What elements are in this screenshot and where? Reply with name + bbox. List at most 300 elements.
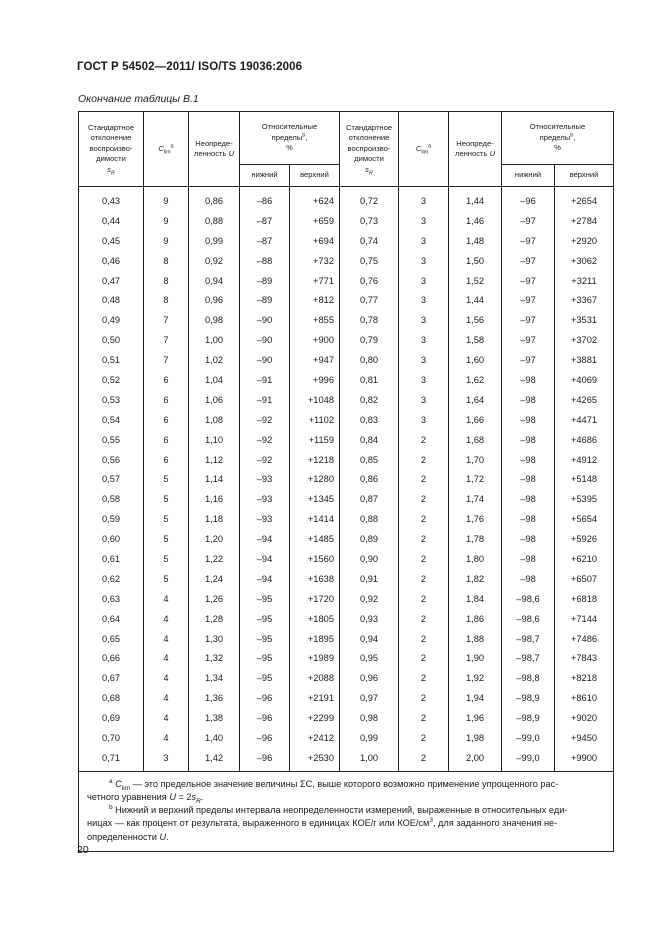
note-b-text: Нижний и верхний пределы интервала неопределенности измерений, выраженные в относительных еди-	[112, 805, 568, 816]
table-cell: 1,44	[449, 187, 502, 211]
table-row	[79, 450, 614, 470]
note-b-mark: b	[109, 804, 113, 812]
table-cell: –98	[502, 509, 555, 529]
table-cell: 2	[399, 748, 449, 771]
table-cell: +1895	[290, 629, 340, 649]
table-cell: 0,51	[79, 350, 144, 370]
table-cell: +2654	[555, 187, 614, 211]
table-cell: +1414	[290, 509, 340, 529]
table-cell: –92	[240, 430, 290, 450]
note-b-text-4: определенности	[87, 831, 160, 842]
table-cell: –90	[240, 310, 290, 330]
table-cell: 3	[399, 330, 449, 350]
table-cell: 0,96	[340, 668, 399, 688]
header-sr-line: димости	[354, 154, 384, 164]
table-cell: +3531	[555, 310, 614, 330]
table-cell: 0,45	[79, 231, 144, 251]
col-header-lower-right: нижний	[502, 165, 555, 187]
table-cell: +7486	[555, 629, 614, 649]
table-cell: –98	[502, 430, 555, 450]
table-cell: –98	[502, 529, 555, 549]
table-row	[79, 469, 614, 489]
table-cell: 3	[399, 370, 449, 390]
table-cell: +6210	[555, 549, 614, 569]
table-row	[79, 350, 614, 370]
table-cell: –98,8	[502, 668, 555, 688]
table-cell: 1,22	[189, 549, 240, 569]
table-cell: 2	[399, 609, 449, 629]
table-cell: 8	[144, 271, 189, 291]
table-cell: 5	[144, 469, 189, 489]
col-header-lower-left: нижний	[240, 165, 290, 187]
table-cell: +732	[290, 251, 340, 271]
table-cell: 1,14	[189, 469, 240, 489]
clim-sub: lim	[421, 149, 429, 156]
table-cell: +2784	[555, 211, 614, 231]
note-a-text: — это предельное значение величины ΣC, выше которого возможно применение упрощенного рас-	[130, 778, 559, 789]
table-cell: 1,20	[189, 529, 240, 549]
table-cell: 1,48	[449, 231, 502, 251]
clim-sub: lim	[163, 149, 171, 156]
table-cell: –98	[502, 469, 555, 489]
table-cell: 1,12	[189, 450, 240, 470]
table-row	[79, 648, 614, 668]
table-cell: +4265	[555, 390, 614, 410]
table-cell: –97	[502, 211, 555, 231]
table-cell: 0,62	[79, 569, 144, 589]
rel-sup: b	[302, 132, 306, 139]
table-row	[79, 748, 614, 771]
table-row	[79, 549, 614, 569]
table-cell: 2,00	[449, 748, 502, 771]
table-cell: 2	[399, 450, 449, 470]
table-cell: –87	[240, 211, 290, 231]
table-cell: +9020	[555, 708, 614, 728]
table-cell: 3	[399, 310, 449, 330]
table-cell: 8	[144, 290, 189, 310]
table-cell: 9	[144, 187, 189, 211]
table-cell: 1,68	[449, 430, 502, 450]
table-cell: 1,32	[189, 648, 240, 668]
table-cell: 4	[144, 648, 189, 668]
table-cell: 0,82	[340, 390, 399, 410]
table-cell: 0,58	[79, 489, 144, 509]
table-cell: 0,91	[340, 569, 399, 589]
uncert-symbol: U	[228, 149, 235, 158]
table-cell: 1,40	[189, 728, 240, 748]
table-cell: 1,94	[449, 688, 502, 708]
header-uncert-line: Неопреде-	[195, 138, 233, 148]
header-sr-line: воспроизво-	[89, 143, 133, 153]
table-cell: +3062	[555, 251, 614, 271]
table-cell: +624	[290, 187, 340, 211]
table-row	[79, 509, 614, 529]
rel-sup: b	[570, 132, 574, 139]
table-header	[79, 112, 614, 187]
table-cell: 9	[144, 211, 189, 231]
table-cell: 8	[144, 251, 189, 271]
table-cell: 2	[399, 728, 449, 748]
rel-word: пределы	[539, 132, 571, 142]
table-cell: 0,63	[79, 589, 144, 609]
table-cell: 0,90	[340, 549, 399, 569]
table-cell: 1,60	[449, 350, 502, 370]
table-cell: 0,68	[79, 688, 144, 708]
table-cell: –98	[502, 410, 555, 430]
header-rel-line: Относительные	[529, 122, 586, 132]
header-sr-line: димости	[96, 154, 126, 164]
table-cell: –98,6	[502, 609, 555, 629]
table-cell: –95	[240, 668, 290, 688]
table-row	[79, 629, 614, 649]
table-cell: 2	[399, 708, 449, 728]
table-row	[79, 370, 614, 390]
header-uncert-line: Неопреде-	[456, 138, 494, 148]
note-b-sup: 3	[429, 817, 433, 825]
table-cell: 6	[144, 410, 189, 430]
table-row	[79, 569, 614, 589]
table-cell: 1,72	[449, 469, 502, 489]
table-cell: 3	[399, 350, 449, 370]
table-cell: 1,70	[449, 450, 502, 470]
table-cell: 3	[399, 231, 449, 251]
table-cell: 0,61	[79, 549, 144, 569]
table-cell: –98	[502, 549, 555, 569]
table-cell: 1,28	[189, 609, 240, 629]
table-cell: 1,92	[449, 668, 502, 688]
table-cell: 1,08	[189, 410, 240, 430]
table-cell: 1,64	[449, 390, 502, 410]
table-cell: 0,54	[79, 410, 144, 430]
clim-sup: a	[170, 143, 174, 150]
table-cell: 0,84	[340, 430, 399, 450]
sr-sub: R	[110, 170, 115, 177]
table-cell: 0,60	[79, 529, 144, 549]
sr-symbol: s	[365, 164, 369, 174]
table-cell: 0,49	[79, 310, 144, 330]
table-row	[79, 330, 614, 350]
table-cell: 0,66	[79, 648, 144, 668]
table-cell: 0,43	[79, 187, 144, 211]
table-cell: +4069	[555, 370, 614, 390]
table-cell: 7	[144, 330, 189, 350]
table-cell: 0,92	[340, 589, 399, 609]
table-cell: 1,24	[189, 569, 240, 589]
table-cell: +5148	[555, 469, 614, 489]
table-cell: 0,98	[189, 310, 240, 330]
table-cell: 6	[144, 450, 189, 470]
table-row	[79, 489, 614, 509]
table-cell: 7	[144, 350, 189, 370]
table-cell: 2	[399, 668, 449, 688]
table-cell: 0,74	[340, 231, 399, 251]
table-row	[79, 390, 614, 410]
table-cell: –98	[502, 450, 555, 470]
table-row	[79, 231, 614, 251]
table-cell: 0,94	[189, 271, 240, 291]
rel-word: пределы	[271, 132, 303, 142]
table-cell: 0,80	[340, 350, 399, 370]
table-cell: –93	[240, 469, 290, 489]
table-cell: –96	[240, 708, 290, 728]
header-rel-unit: %	[554, 143, 561, 153]
table-cell: –86	[240, 187, 290, 211]
table-cell: 3	[144, 748, 189, 771]
table-cell: +1159	[290, 430, 340, 450]
table-cell: +1280	[290, 469, 340, 489]
table-cell: –90	[240, 350, 290, 370]
table-cell: –99,0	[502, 728, 555, 748]
table-cell: 4	[144, 589, 189, 609]
table-cell: +1048	[290, 390, 340, 410]
table-cell: –91	[240, 370, 290, 390]
table-cell: +3881	[555, 350, 614, 370]
table-cell: 0,96	[189, 290, 240, 310]
col-header-upper-right: верхний	[555, 165, 614, 187]
table-cell: 0,65	[79, 629, 144, 649]
table-cell: 0,44	[79, 211, 144, 231]
table-cell: –94	[240, 549, 290, 569]
table-cell: 1,52	[449, 271, 502, 291]
note-a-symbol: C	[115, 778, 122, 789]
header-sr-line: Стандартное	[87, 122, 135, 132]
table-cell: 1,76	[449, 509, 502, 529]
table-row	[79, 589, 614, 609]
table-row	[79, 211, 614, 231]
table-cell: 1,34	[189, 668, 240, 688]
table-cell: 3	[399, 187, 449, 211]
table-cell: 0,73	[340, 211, 399, 231]
table-cell: 1,74	[449, 489, 502, 509]
document-header: ГОСТ Р 54502—2011/ ISO/TS 19036:2006	[77, 61, 303, 73]
table-cell: 1,98	[449, 728, 502, 748]
table-cell: 0,88	[189, 211, 240, 231]
table-cell: –97	[502, 231, 555, 251]
col-header-rel-right	[502, 112, 614, 165]
table-cell: +1989	[290, 648, 340, 668]
table-cell: –98,7	[502, 648, 555, 668]
table-cell: 0,56	[79, 450, 144, 470]
table-cell: –94	[240, 529, 290, 549]
table-cell: –95	[240, 609, 290, 629]
table-cell: +1485	[290, 529, 340, 549]
table-cell: –96	[240, 748, 290, 771]
table-cell: 0,83	[340, 410, 399, 430]
table-cell: –92	[240, 410, 290, 430]
table-cell: +4912	[555, 450, 614, 470]
uncert-symbol: U	[489, 149, 496, 158]
table-cell: 1,96	[449, 708, 502, 728]
table-cell: +8218	[555, 668, 614, 688]
table-cell: 0,94	[340, 629, 399, 649]
table-row	[79, 609, 614, 629]
table-cell: +3367	[555, 290, 614, 310]
table-cell: 1,46	[449, 211, 502, 231]
table-cell: 1,90	[449, 648, 502, 668]
col-header-clim-left	[144, 112, 189, 187]
table-cell: 2	[399, 629, 449, 649]
table-cell: 0,50	[79, 330, 144, 350]
table-cell: –91	[240, 390, 290, 410]
col-header-rel-left	[240, 112, 340, 165]
table-cell: 1,00	[189, 330, 240, 350]
table-cell: 1,00	[340, 748, 399, 771]
table-cell: 3	[399, 410, 449, 430]
table-cell: 0,77	[340, 290, 399, 310]
table-cell: 0,59	[79, 509, 144, 529]
table-cell: –98	[502, 390, 555, 410]
table-cell: –89	[240, 290, 290, 310]
table-cell: 2	[399, 509, 449, 529]
table-cell: –96	[240, 728, 290, 748]
table-cell: +996	[290, 370, 340, 390]
table-cell: 3	[399, 271, 449, 291]
header-sr-symbol	[340, 165, 398, 176]
uncert-word: ленность	[454, 149, 488, 158]
notes-cell	[79, 771, 614, 851]
table-cell: 2	[399, 469, 449, 489]
table-cell: +947	[290, 350, 340, 370]
table-cell: +2191	[290, 688, 340, 708]
note-a-s: s	[191, 792, 197, 803]
table-cell: –98	[502, 370, 555, 390]
table-cell: 1,80	[449, 549, 502, 569]
table-cell: +1345	[290, 489, 340, 509]
table-cell: 1,06	[189, 390, 240, 410]
col-header-uncert-right	[449, 112, 502, 187]
table-cell: 1,88	[449, 629, 502, 649]
table-cell: –94	[240, 569, 290, 589]
table-cell: 2	[399, 569, 449, 589]
table-cell: 0,86	[340, 469, 399, 489]
table-cell: –90	[240, 330, 290, 350]
table-notes	[79, 771, 614, 851]
table-cell: +5395	[555, 489, 614, 509]
table-cell: +855	[290, 310, 340, 330]
table-cell: +2088	[290, 668, 340, 688]
header-uncert-line	[449, 149, 501, 160]
table-cell: 9	[144, 231, 189, 251]
table-cell: 0,98	[340, 708, 399, 728]
table-row	[79, 688, 614, 708]
table-cell: 0,55	[79, 430, 144, 450]
table-cell: 4	[144, 688, 189, 708]
table-cell: 1,86	[449, 609, 502, 629]
header-uncert-line	[189, 149, 239, 160]
table-cell: +3211	[555, 271, 614, 291]
table-cell: 2	[399, 589, 449, 609]
table-cell: +6507	[555, 569, 614, 589]
sr-symbol: s	[107, 164, 111, 174]
table-cell: 0,71	[79, 748, 144, 771]
header-rel-line: пределы$^b$,	[271, 132, 308, 142]
table-cell: 1,78	[449, 529, 502, 549]
table-cell: 2	[399, 430, 449, 450]
table-cell: 0,95	[340, 648, 399, 668]
table-cell: 2	[399, 549, 449, 569]
table-cell: 1,18	[189, 509, 240, 529]
table-cell: 4	[144, 629, 189, 649]
table-cell: 1,38	[189, 708, 240, 728]
note-a-end: .	[200, 792, 204, 803]
table-cell: –98,6	[502, 589, 555, 609]
table-cell: +1560	[290, 549, 340, 569]
table-cell: 0,67	[79, 668, 144, 688]
table-cell: 3	[399, 211, 449, 231]
note-b-u: U	[159, 831, 167, 842]
note-b-cont-2	[87, 831, 605, 844]
clim-symbol: C	[415, 143, 422, 153]
table-cell: 0,99	[340, 728, 399, 748]
note-a-eq: = 2	[175, 792, 192, 803]
header-rel-line: Относительные	[261, 122, 318, 132]
table-cell: –97	[502, 290, 555, 310]
table-cell: 0,81	[340, 370, 399, 390]
table-cell: –89	[240, 271, 290, 291]
table-cell: 0,52	[79, 370, 144, 390]
table-cell: 2	[399, 529, 449, 549]
table-cell: –98,9	[502, 688, 555, 708]
table-cell: 3	[399, 390, 449, 410]
table-cell: 0,86	[189, 187, 240, 211]
table-cell: 1,58	[449, 330, 502, 350]
table-cell: 1,82	[449, 569, 502, 589]
table-cell: 1,02	[189, 350, 240, 370]
table-cell: –93	[240, 509, 290, 529]
table-cell: 6	[144, 430, 189, 450]
table-cell: +6818	[555, 589, 614, 609]
table-cell: 0,87	[340, 489, 399, 509]
table-cell: 0,88	[340, 509, 399, 529]
note-a-mark: a	[109, 777, 113, 785]
table-cell: 0,99	[189, 231, 240, 251]
table-row	[79, 529, 614, 549]
table-row	[79, 410, 614, 430]
note-b-text-2: ницах — как процент от результата, выраженного в единицах КОЕ/г или КОЕ/см	[87, 818, 430, 829]
table-cell: 2	[399, 688, 449, 708]
table-cell: 4	[144, 728, 189, 748]
table-cell: 1,66	[449, 410, 502, 430]
table-cell: 6	[144, 390, 189, 410]
table-cell: –93	[240, 489, 290, 509]
clim-sup: a	[428, 143, 432, 150]
table-cell: 1,16	[189, 489, 240, 509]
header-sr-line: воспроизво-	[347, 143, 391, 153]
note-a-text-2: четного уравнения	[87, 792, 170, 803]
table-cell: 0,47	[79, 271, 144, 291]
table-cell: 1,56	[449, 310, 502, 330]
table-cell: 2	[399, 489, 449, 509]
table-cell: +2530	[290, 748, 340, 771]
table-cell: +1218	[290, 450, 340, 470]
table-cell: –97	[502, 251, 555, 271]
data-table	[78, 111, 614, 852]
header-rel-unit: %	[286, 143, 293, 153]
table-cell: 6	[144, 370, 189, 390]
table-row	[79, 728, 614, 748]
table-cell: 5	[144, 569, 189, 589]
table-cell: 1,10	[189, 430, 240, 450]
table-cell: 0,76	[340, 271, 399, 291]
table-cell: 0,78	[340, 310, 399, 330]
table-cell: 7	[144, 310, 189, 330]
note-b-cont	[87, 817, 605, 830]
table-cell: +771	[290, 271, 340, 291]
table-cell: 3	[399, 290, 449, 310]
page-number: 20	[77, 844, 89, 856]
table-cell: 1,36	[189, 688, 240, 708]
table-cell: 0,93	[340, 609, 399, 629]
